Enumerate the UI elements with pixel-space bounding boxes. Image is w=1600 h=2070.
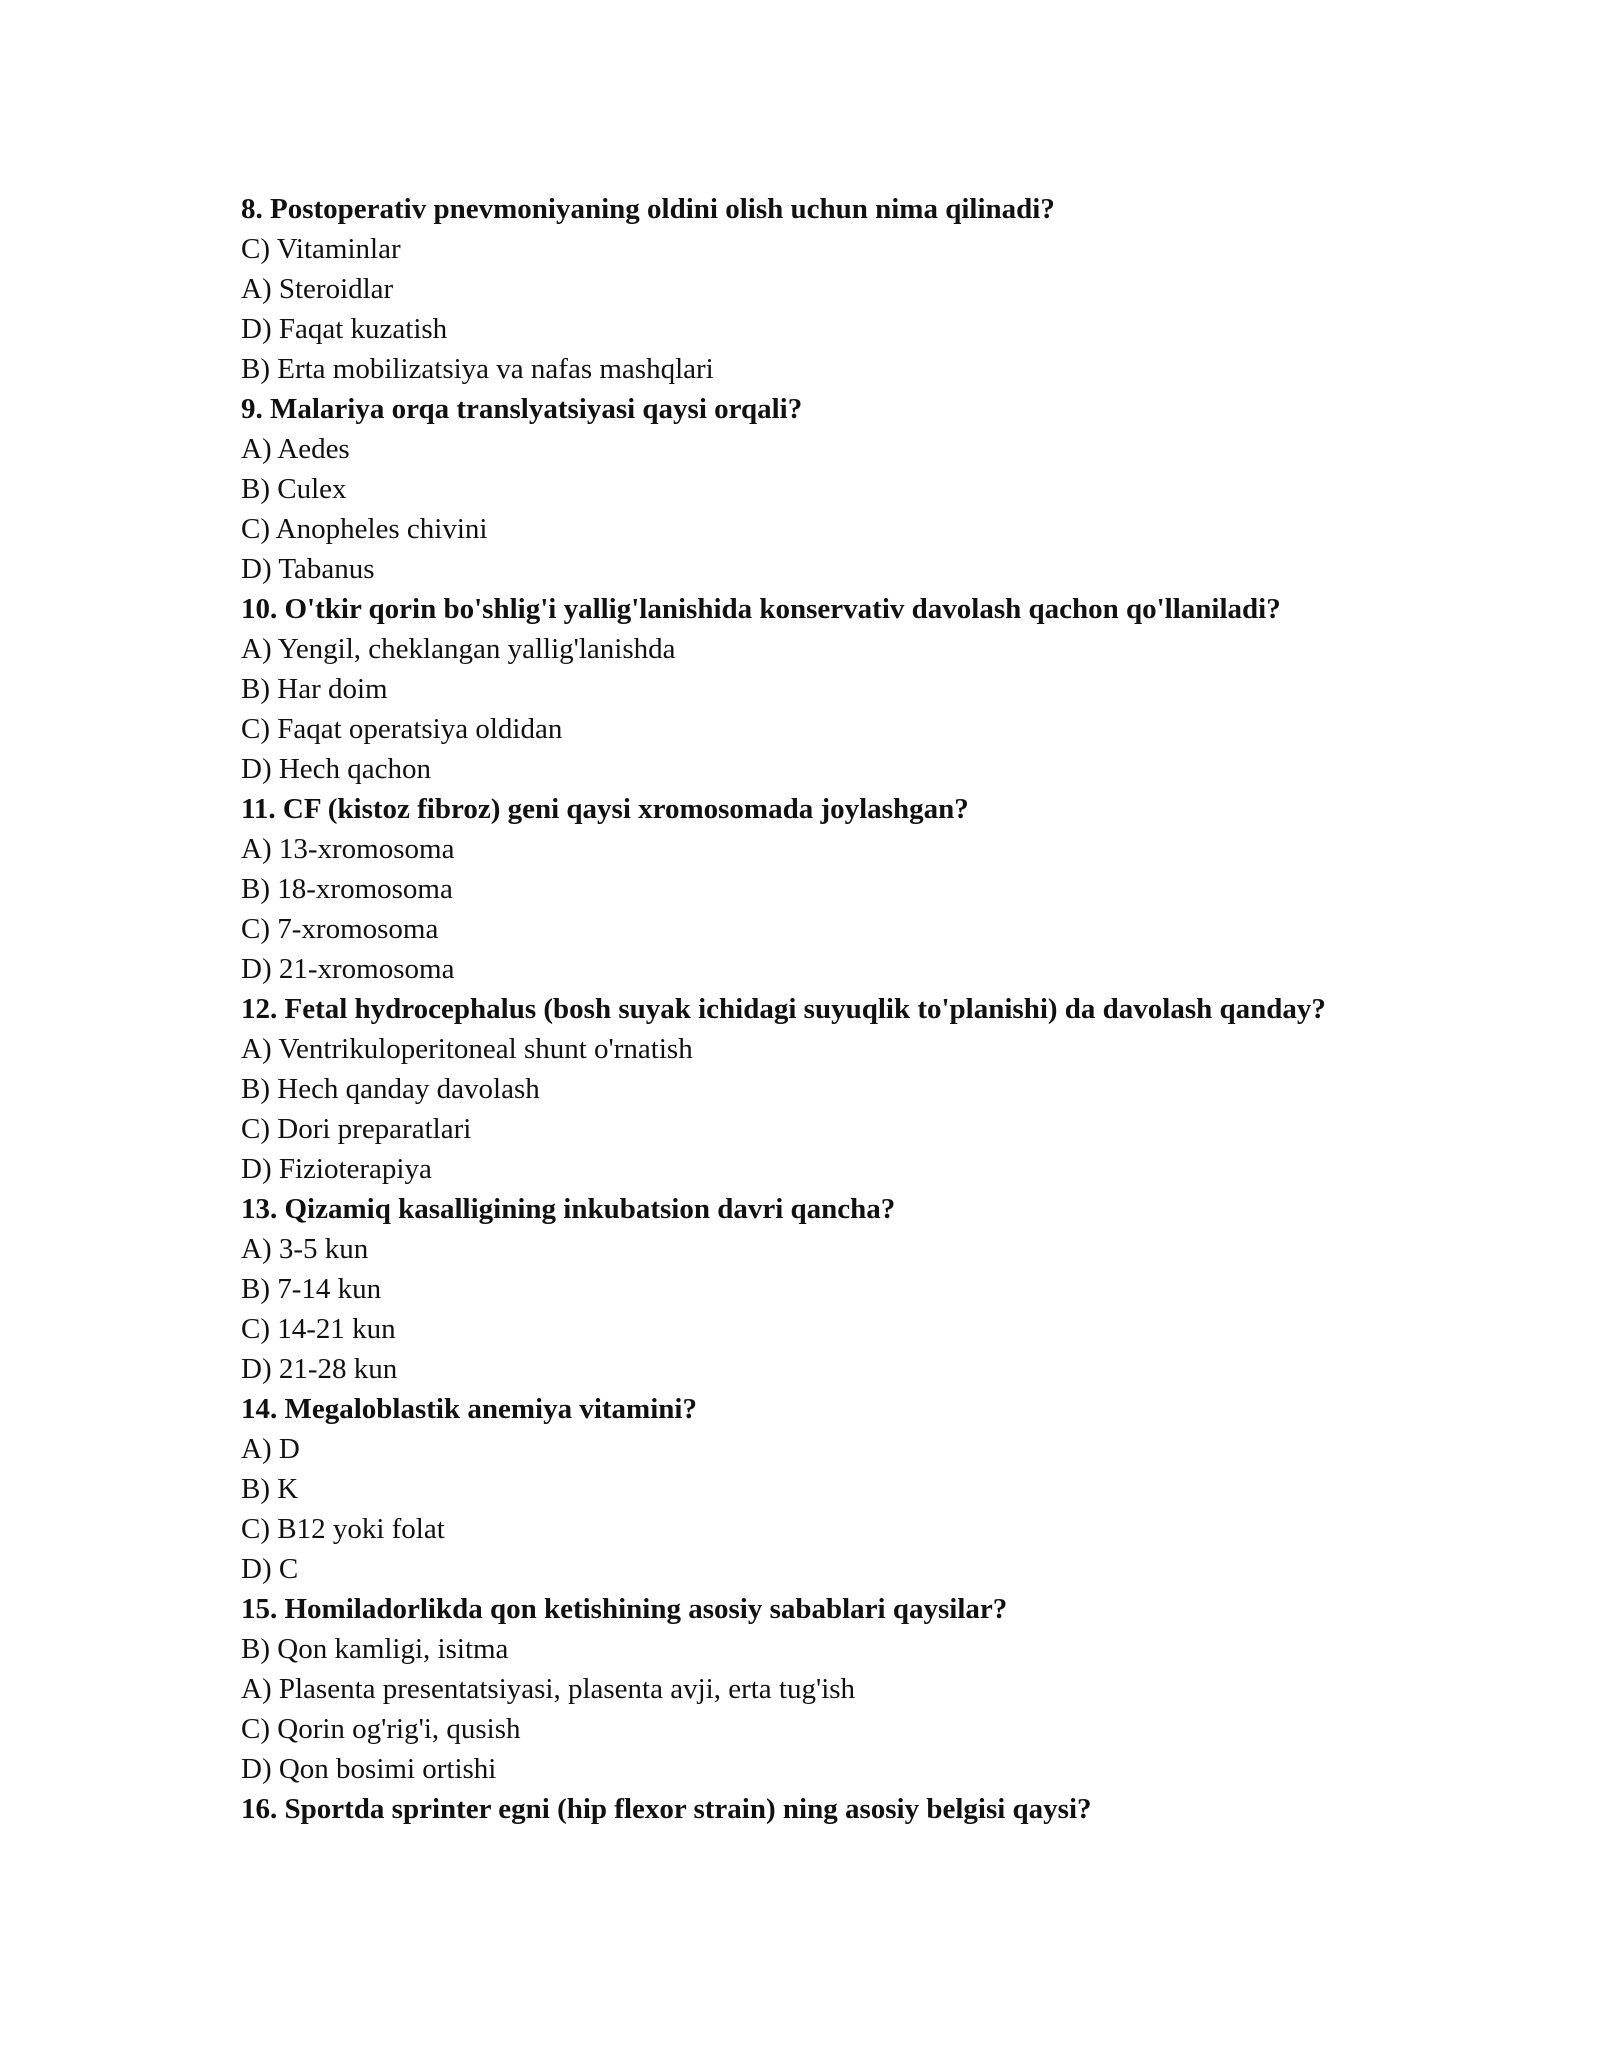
answer-option: A) Plasenta presentatsiyasi, plasenta avji, erta tug'ish bbox=[241, 1673, 856, 1705]
answer-option: C) Vitaminlar bbox=[241, 233, 401, 265]
answer-option: A) Yengil, cheklangan yallig'lanishda bbox=[241, 633, 676, 665]
question-text: 9. Malariya orqa translyatsiyasi qaysi orqali? bbox=[241, 393, 803, 425]
answer-option: A) Aedes bbox=[241, 433, 350, 465]
question-text: 11. CF (kistoz fibroz) geni qaysi xromosomada joylashgan? bbox=[241, 793, 969, 825]
answer-option: C) B12 yoki folat bbox=[241, 1513, 445, 1545]
answer-option: B) Erta mobilizatsiya va nafas mashqlari bbox=[241, 353, 714, 385]
answer-option: B) Culex bbox=[241, 473, 347, 505]
answer-option: C) Anopheles chivini bbox=[241, 513, 488, 545]
question-list bbox=[241, 189, 1401, 1829]
answer-option: D) Faqat kuzatish bbox=[241, 313, 448, 345]
answer-option: B) 7-14 kun bbox=[241, 1273, 382, 1305]
answer-option: D) C bbox=[241, 1553, 299, 1585]
answer-option: C) Faqat operatsiya oldidan bbox=[241, 713, 563, 745]
question-text: 10. O'tkir qorin bo'shlig'i yallig'lanishida konservativ davolash qachon qo'llaniladi? bbox=[241, 593, 1281, 625]
question-block-12 bbox=[241, 989, 1401, 1189]
answer-option: D) Fizioterapiya bbox=[241, 1153, 432, 1185]
question-block-16 bbox=[241, 1789, 1401, 1829]
answer-option: D) 21-xromosoma bbox=[241, 953, 455, 985]
question-text: 15. Homiladorlikda qon ketishining asosiy sabablari qaysilar? bbox=[241, 1593, 1008, 1625]
answer-option: B) Qon kamligi, isitma bbox=[241, 1633, 509, 1665]
answer-option: B) Har doim bbox=[241, 673, 388, 705]
answer-option: C) 14-21 kun bbox=[241, 1313, 396, 1345]
question-block-10 bbox=[241, 589, 1401, 789]
question-block-8 bbox=[241, 189, 1401, 389]
question-block-15 bbox=[241, 1589, 1401, 1789]
answer-option: D) Qon bosimi ortishi bbox=[241, 1753, 497, 1785]
question-text: 8. Postoperativ pnevmoniyaning oldini olish uchun nima qilinadi? bbox=[241, 193, 1055, 225]
question-block-13 bbox=[241, 1189, 1401, 1389]
answer-option: C) 7-xromosoma bbox=[241, 913, 439, 945]
answer-option: C) Dori preparatlari bbox=[241, 1113, 472, 1145]
answer-option: D) 21-28 kun bbox=[241, 1353, 398, 1385]
answer-option: A) D bbox=[241, 1433, 300, 1465]
answer-option: A) Steroidlar bbox=[241, 273, 394, 305]
question-text: 16. Sportda sprinter egni (hip flexor strain) ning asosiy belgisi qaysi? bbox=[241, 1793, 1092, 1825]
question-text: 12. Fetal hydrocephalus (bosh suyak ichidagi suyuqlik to'planishi) da davolash qanday? bbox=[241, 993, 1326, 1025]
question-text: 13. Qizamiq kasalligining inkubatsion davri qancha? bbox=[241, 1193, 896, 1225]
answer-option: B) 18-xromosoma bbox=[241, 873, 453, 905]
question-block-9 bbox=[241, 389, 1401, 589]
answer-option: A) 13-xromosoma bbox=[241, 833, 455, 865]
question-block-11 bbox=[241, 789, 1401, 989]
answer-option: A) 3-5 kun bbox=[241, 1233, 369, 1265]
answer-option: D) Hech qachon bbox=[241, 753, 432, 785]
question-block-14 bbox=[241, 1389, 1401, 1589]
answer-option: A) Ventrikuloperitoneal shunt o'rnatish bbox=[241, 1033, 693, 1065]
answer-option: B) Hech qanday davolash bbox=[241, 1073, 540, 1105]
answer-option: D) Tabanus bbox=[241, 553, 375, 585]
answer-option: B) K bbox=[241, 1473, 299, 1505]
question-text: 14. Megaloblastik anemiya vitamini? bbox=[241, 1393, 697, 1425]
answer-option: C) Qorin og'rig'i, qusish bbox=[241, 1713, 521, 1745]
